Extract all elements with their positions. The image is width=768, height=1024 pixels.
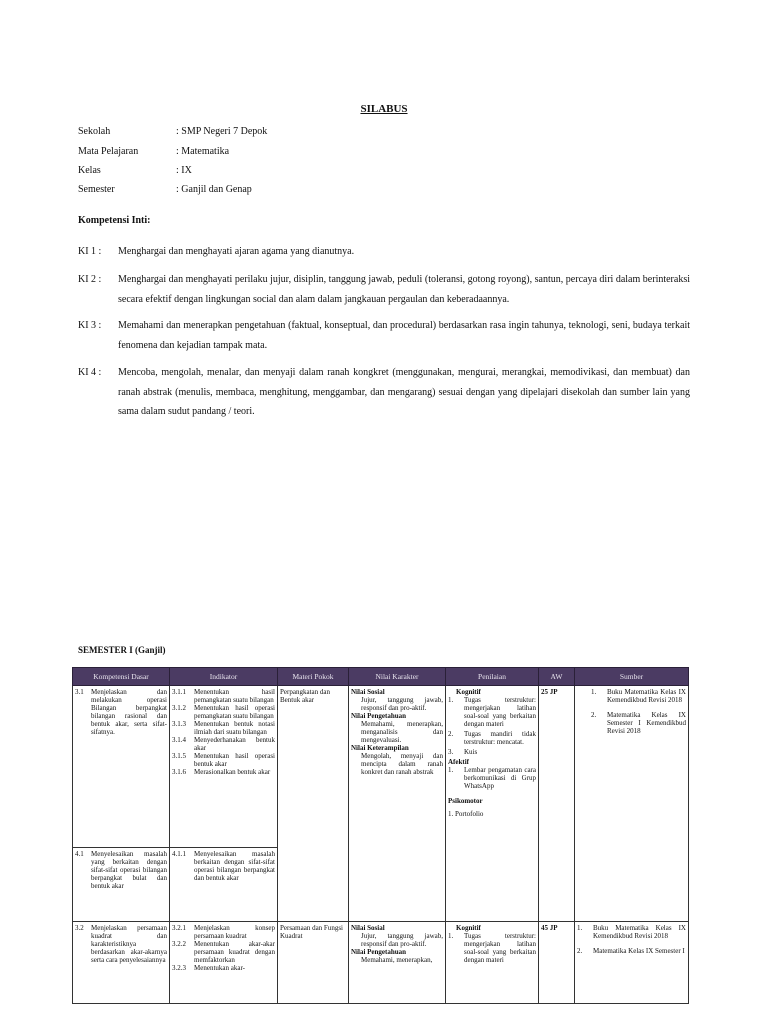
list-number: 1. [448,766,454,774]
sumber-cell [575,686,689,922]
penilaian-kognitif-heading: Kognitif [456,688,481,696]
silabus-table [72,667,689,1004]
header-indikator: Indikator [170,668,278,686]
aw-cell [539,922,575,1004]
header-penilaian: Penilaian [446,668,539,686]
indikator-number: 3.1.1 [172,688,186,696]
meta-value: : Ganjil dan Genap [176,184,252,196]
meta-row-sekolah [78,122,267,141]
list-text: Tugas terstruktur: mengerjakan latihan soal-soal yang berkaitan dengan materi [464,932,536,964]
indikator-number: 3.2.2 [172,940,186,948]
indikator-number: 4.1.1 [172,850,186,858]
list-text: Tugas mandiri tidak terstruktur: mencatat. [464,730,536,746]
document-meta [78,122,267,200]
penilaian-cell [446,686,539,922]
nilai-text: Jujur, tanggung jawab, responsif dan pro-aktif. [361,696,443,712]
meta-row-mapel [78,141,267,160]
sumber-cell [575,922,689,1004]
header-aw: AW [539,668,575,686]
list-number: 2. [448,730,454,738]
aw-value: 45 JP [541,924,558,932]
ki-text: Menghargai dan menghayati ajaran agama yang dianutnya. [118,246,355,257]
ki-text: Menghargai dan menghayati perilaku jujur, disiplin, tanggung jawab, peduli (toleransi, gotong royong), santun, percaya diri dalam berinteraksi secara efektif dengan lingkungan social dan alam dalam jangkauan pergaulan dan keberadaannya. [118,274,690,305]
indikator-number: 3.1.5 [172,752,186,760]
indikator-number: 3.1.3 [172,720,186,728]
list-number: 1. [448,932,454,940]
page-title: SILABUS [360,103,408,115]
nilai-text: Jujur, tanggung jawab, responsif dan pro-aktif. [361,932,443,948]
penilaian-cell [446,922,539,1004]
meta-value: : SMP Negeri 7 Depok [176,126,268,138]
kd-cell [73,686,170,848]
meta-label: Mata Pelajaran [78,145,139,157]
meta-label: Sekolah [78,126,111,138]
nilai-heading: Nilai Pengetahuan [351,948,407,956]
nilai-text: Memahami, menerapkan, menganalisis dan mengevaluasi. [361,720,443,744]
indikator-text: Menyelesaikan masalah berkaitan dengan sifat-sifat operasi bilangan berpangkat dan bentuk akar [194,850,275,882]
penilaian-psikomotor-item: 1. Portofolio [448,810,484,818]
list-number: 3. [448,748,454,756]
penilaian-afektif-heading: Afektif [448,758,469,766]
list-text: Lembar pengamatan cara berkomunikasi di Grup WhatsApp [464,766,536,790]
header-kompetensi-dasar: Kompetensi Dasar [73,668,170,686]
ki-3 [78,316,690,355]
indikator-number: 3.2.3 [172,964,186,972]
header-sumber: Sumber [575,668,689,686]
kd-text: Menyelesaikan masalah yang berkaitan dengan sifat-sifat operasi bilangan berpangkat bulat dan bentuk akar [91,850,167,890]
meta-value: : Matematika [176,145,230,157]
list-number: 1. [577,924,583,932]
ki-number: KI 3 : [78,320,102,331]
list-text: Buku Matematika Kelas IX Kemendikbud Revisi 2018 [593,924,686,940]
kd-cell [73,922,170,1004]
kd-number: 4.1 [75,850,84,858]
kd-cell [73,848,170,922]
indikator-number: 3.1.2 [172,704,186,712]
indikator-text: Merasionalkan bentuk akar [194,768,271,776]
indikator-cell [170,848,278,922]
penilaian-psikomotor-heading: Psikomotor [448,797,483,805]
kd-number: 3.2 [75,924,84,932]
indikator-text: Menentukan hasil pemangkatan suatu bilangan [194,688,275,704]
list-text: Kuis [464,748,478,756]
indikator-cell [170,922,278,1004]
nilai-heading: Nilai Sosial [351,688,385,696]
indikator-text: Menentukan hasil operasi bentuk akar [194,752,275,768]
nilai-heading: Nilai Pengetahuan [351,712,407,720]
ki-2 [78,270,690,309]
nilai-text: Memahami, menerapkan, [361,956,433,964]
header-nilai-karakter: Nilai Karakter [349,668,446,686]
meta-value: : IX [176,164,192,176]
ki-number: KI 4 : [78,367,102,378]
nilai-cell [349,686,446,922]
indikator-text: Menentukan hasil operasi pemangkatan suatu bilangan [194,704,275,720]
meta-row-semester [78,180,267,199]
ki-4 [78,363,690,422]
indikator-text: Menyederhanakan bentuk akar [194,736,275,752]
indikator-number: 3.2.1 [172,924,186,932]
indikator-number: 3.1.4 [172,736,186,744]
ki-heading: Kompetensi Inti: [78,215,151,226]
materi-text: Persamaan dan Fungsi Kuadrat [280,924,343,940]
indikator-number: 3.1.6 [172,768,186,776]
nilai-cell [349,922,446,1004]
list-text: Tugas terstruktur: mengerjakan latihan soal-soal yang berkaitan dengan materi [464,696,536,728]
ki-text: Mencoba, mengolah, menalar, dan menyaji dalam ranah kongkret (menggunakan, mengurai, merangkai, memodivikasi, dan membuat) dan ranah abstrak (menulis, membaca, menghitung, menggambar, dan mengarang) sesuai dengan yang dipelajari disekolah dan sumber lain yang sama dalam sudut pandang / teori. [118,367,690,417]
ki-number: KI 1 : [78,246,102,257]
list-number: 2. [591,711,597,719]
list-text: Buku Matematika Kelas IX Kemendikbud Revisi 2018 [607,688,686,704]
aw-value: 25 JP [541,688,558,696]
kd-number: 3.1 [75,688,84,696]
table-header-row [73,668,689,686]
indikator-text: Menentukan akar- [194,964,245,972]
table-row [73,922,689,1004]
indikator-text: Menentukan akar-akar persamaan kuadrat dengan memfaktorkan [194,940,275,964]
meta-label: Semester [78,184,115,196]
kd-text: Menjelaskan persamaan kuadrat dan karakteristiknya berdasarkan akar-akarnya serta cara penyelesaiannya [91,924,167,964]
indikator-cell [170,686,278,848]
kd-text: Menjelaskan dan melakukan operasi Bilangan berpangkat bilangan rasional dan bentuk akar, serta sifat-sifatnya. [91,688,167,736]
aw-cell [539,686,575,922]
indikator-text: Menentukan bentuk notasi ilmiah dari suatu bilangan [194,720,275,736]
materi-cell [278,922,349,1004]
list-text: Matematika Kelas IX Semester I [593,947,685,955]
nilai-heading: Nilai Sosial [351,924,385,932]
list-number: 2. [577,947,583,955]
materi-cell [278,686,349,922]
meta-label: Kelas [78,164,101,176]
nilai-heading: Nilai Keterampilan [351,744,409,752]
meta-row-kelas [78,161,267,180]
penilaian-kognitif-heading: Kognitif [456,924,481,932]
ki-text: Memahami dan menerapkan pengetahuan (faktual, konseptual, dan procedural) berdasarkan rasa ingin tahunya, teknologi, seni, budaya terkait fenomena dan kejadian tampak mata. [118,320,690,351]
list-number: 1. [448,696,454,704]
table-row [73,686,689,848]
semester-heading: SEMESTER I (Ganjil) [78,645,166,655]
header-materi-pokok: Materi Pokok [278,668,349,686]
materi-text: Perpangkatan dan Bentuk akar [280,688,330,704]
indikator-text: Menjelaskan konsep persamaan kuadrat [194,924,275,940]
list-number: 1. [591,688,597,696]
ki-number: KI 2 : [78,274,102,285]
nilai-text: Mengolah, menyaji dan mencipta dalam ranah konkret dan ranah abstrak [361,752,443,776]
list-text: Matematika Kelas IX Semester I Kemendikbud Revisi 2018 [607,711,686,735]
ki-1 [78,242,690,262]
